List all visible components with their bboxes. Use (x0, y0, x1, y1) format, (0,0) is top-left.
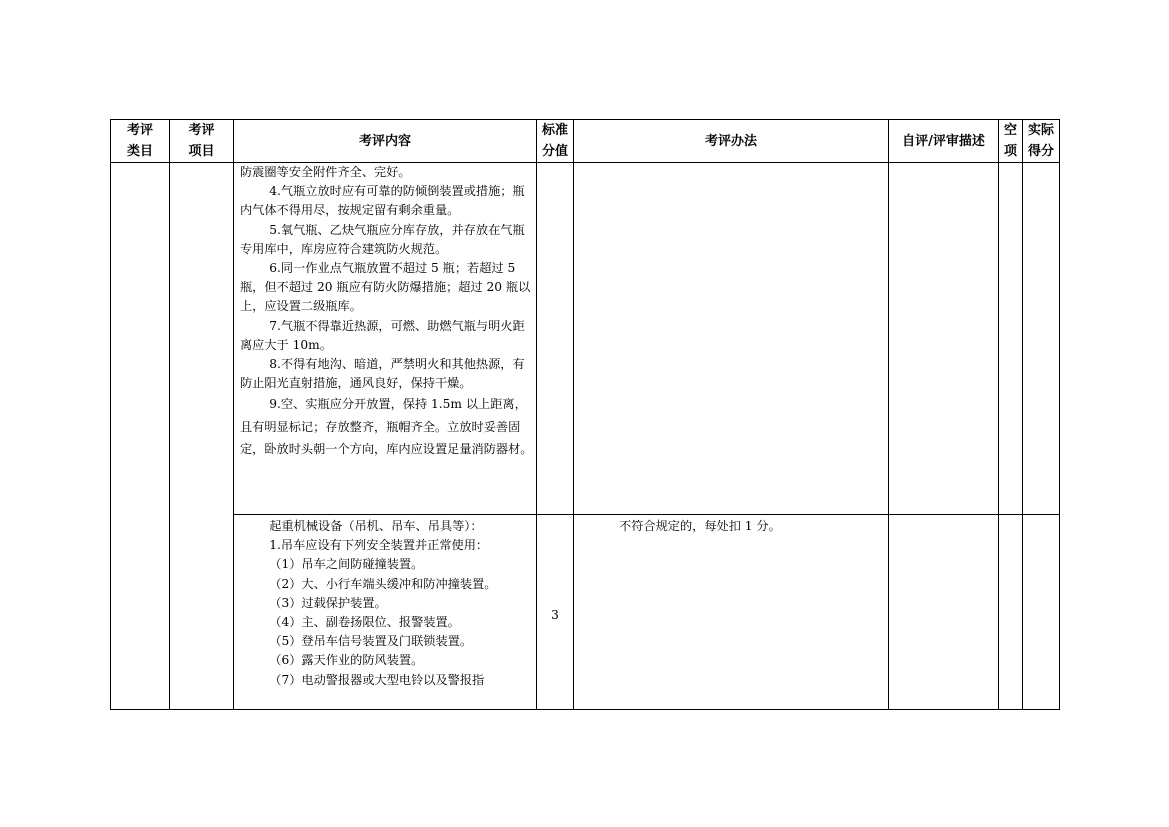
header-item: 考评 项目 (170, 120, 234, 163)
table-row (111, 515, 1060, 710)
method-cell: 不符合规定的，每处扣 1 分。 (574, 515, 889, 710)
content-line: （1）吊车之间防碰撞装置。 (269, 557, 424, 572)
content-line: （2）大、小行车端头缓冲和防冲撞装置。 (269, 576, 497, 591)
header-method: 考评办法 (574, 120, 889, 163)
content-line: （3）过载保护装置。 (269, 595, 387, 610)
method-cell (574, 163, 889, 515)
content-cell (234, 515, 537, 710)
content-line: （7）电动警报器或大型电铃以及警报指 (269, 672, 485, 687)
blank-item-cell (999, 515, 1023, 710)
evaluation-table (110, 119, 1060, 710)
actual-score-cell (1023, 515, 1060, 710)
content-line: 起重机械设备（吊机、吊车、吊具等）： (269, 519, 483, 533)
header-actual-score: 实际 得分 (1023, 120, 1060, 163)
header-content: 考评内容 (234, 120, 537, 163)
content-line: 防震圈等安全附件齐全、完好。 (240, 165, 411, 179)
blank-item-cell (999, 163, 1023, 515)
header-standard-score: 标准 分值 (537, 120, 574, 163)
content-line: 1.吊车应设有下列安全装置并正常使用： (269, 538, 489, 553)
content-cell (234, 163, 537, 515)
item-cell (170, 163, 234, 710)
score-cell (537, 163, 574, 515)
category-cell (111, 163, 170, 710)
content-line: 7.气瓶不得靠近热源，可燃、助燃气瓶与明火距离应大于 10m。 (240, 318, 525, 352)
header-row (111, 120, 1060, 163)
table-row (111, 163, 1060, 515)
self-review-cell (889, 163, 999, 515)
actual-score-cell (1023, 163, 1060, 515)
content-line: （6）露天作业的防风装置。 (269, 653, 424, 668)
content-line: 9.空、实瓶应分开放置，保持 1.5m 以上距离，且有明显标记；存放整齐，瓶帽齐全。立放时妥善固定，卧放时头朝一个方向，库内应设置足量消防器材。 (240, 397, 533, 457)
header-category: 考评 类目 (111, 120, 170, 163)
score-cell: 3 (537, 515, 574, 710)
self-review-cell (889, 515, 999, 710)
content-line: 8.不得有地沟、暗道，严禁明火和其他热源，有防止阳光直射措施，通风良好，保持干燥。 (240, 357, 525, 391)
header-self-review: 自评/评审描述 (889, 120, 999, 163)
content-line: 5.氧气瓶、乙炔气瓶应分库存放，并存放在气瓶专用库中，库房应符合建筑防火规范。 (240, 222, 525, 256)
content-line: 4.气瓶立放时应有可靠的防倾倒装置或措施；瓶内气体不得用尽，按规定留有剩余重量。 (240, 184, 525, 218)
header-blank-item: 空 项 (999, 120, 1023, 163)
content-line: （5）登吊车信号装置及门联锁装置。 (269, 634, 473, 649)
content-line: （4）主、副卷扬限位、报警装置。 (269, 615, 460, 630)
content-line: 6.同一作业点气瓶放置不超过 5 瓶；若超过 5 瓶，但不超过 20 瓶应有防火防爆措施；超过 20 瓶以上，应设置二级瓶库。 (240, 261, 531, 314)
